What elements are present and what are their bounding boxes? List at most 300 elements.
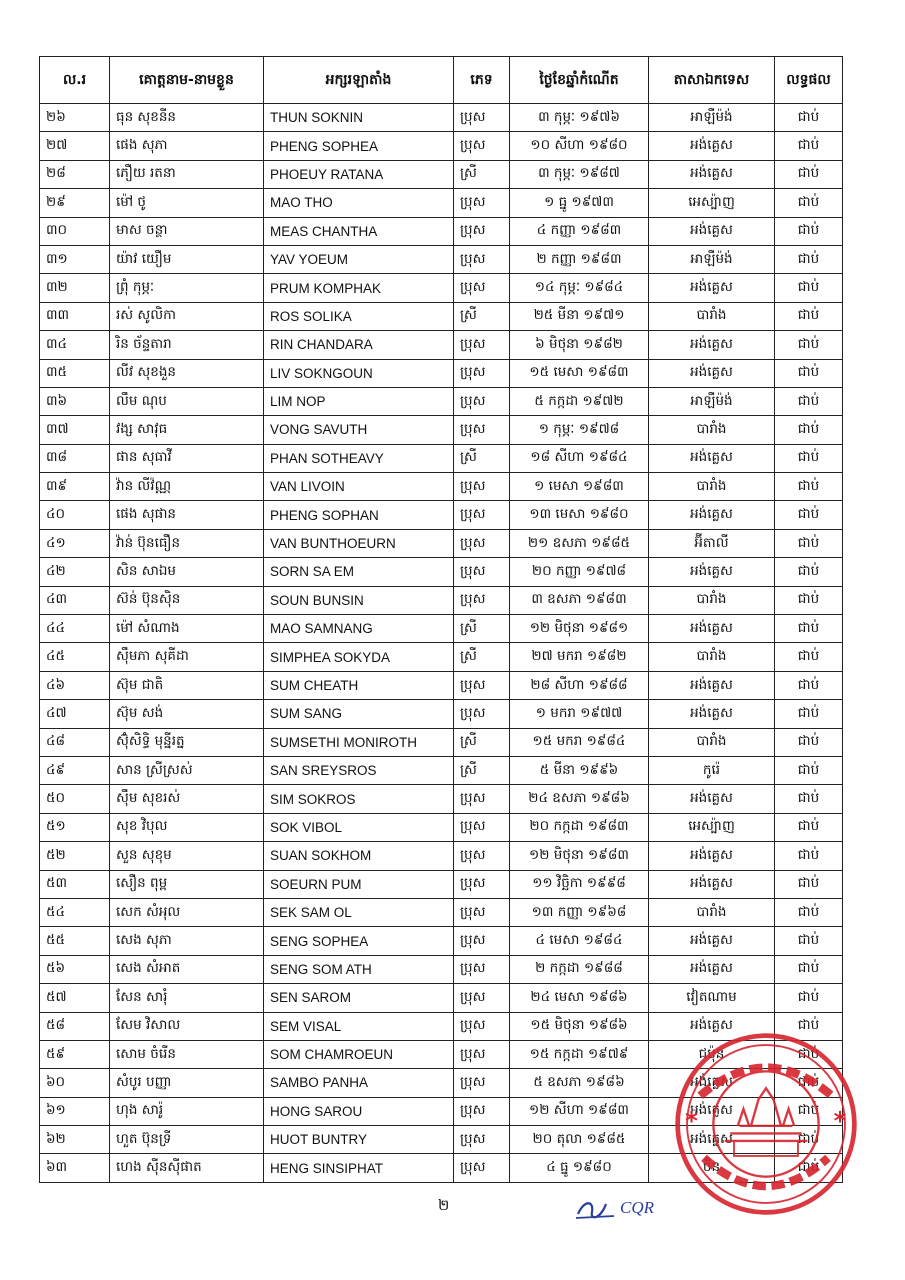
latin-name-cell: SOEURN PUM: [264, 870, 454, 898]
gender-cell: ប្រុស: [454, 217, 510, 245]
language-specialty-cell: អង់គ្លេស: [649, 444, 775, 472]
row-number-cell: ៤៧: [40, 700, 110, 728]
result-cell: ជាប់: [775, 1040, 843, 1068]
svg-text:*: *: [685, 1106, 698, 1136]
language-specialty-cell: ជប៉ុន: [649, 1040, 775, 1068]
language-specialty-cell: អង់គ្លេស: [649, 558, 775, 586]
khmer-name-cell: សំបូរ បញ្ញា: [110, 1069, 264, 1097]
result-cell: ជាប់: [775, 955, 843, 983]
khmer-name-cell: សេង សុភា: [110, 927, 264, 955]
row-number-cell: ៥៥: [40, 927, 110, 955]
gender-cell: ប្រុស: [454, 984, 510, 1012]
khmer-name-cell: ម៉ៅ សំណាង: [110, 615, 264, 643]
row-number-cell: ៤៥: [40, 643, 110, 671]
language-specialty-cell: អង់គ្លេស: [649, 700, 775, 728]
date-of-birth-cell: ១៥ កក្កដា ១៩៧៩: [510, 1040, 649, 1068]
date-of-birth-cell: ៤ ធ្នូ ១៩៨០: [510, 1154, 649, 1182]
gender-cell: ប្រុស: [454, 274, 510, 302]
gender-cell: ប្រុស: [454, 955, 510, 983]
result-cell: ជាប់: [775, 813, 843, 841]
date-of-birth-cell: ៤ កញ្ញា ១៩៨៣: [510, 217, 649, 245]
date-of-birth-cell: ២១ ឧសភា ១៩៨៥: [510, 529, 649, 557]
result-cell: ជាប់: [775, 984, 843, 1012]
language-specialty-cell: អង់គ្លេស: [649, 501, 775, 529]
latin-name-cell: HENG SINSIPHAT: [264, 1154, 454, 1182]
table-row: [40, 870, 843, 898]
language-specialty-cell: វៀតណាម: [649, 984, 775, 1012]
row-number-cell: ៤១: [40, 529, 110, 557]
gender-cell: ប្រុស: [454, 1069, 510, 1097]
result-cell: ជាប់: [775, 529, 843, 557]
table-row: [40, 756, 843, 784]
result-cell: ជាប់: [775, 1154, 843, 1182]
language-specialty-cell: អង់គ្លេស: [649, 359, 775, 387]
date-of-birth-cell: ៤ មេសា ១៩៨៤: [510, 927, 649, 955]
language-specialty-cell: អង់គ្លេស: [649, 132, 775, 160]
language-specialty-cell: បារាំង: [649, 473, 775, 501]
khmer-name-cell: ហេង ស៊ីនស៊ីផាត: [110, 1154, 264, 1182]
date-of-birth-cell: ១ ធ្នូ ១៩៧៣: [510, 189, 649, 217]
latin-name-cell: SAMBO PANHA: [264, 1069, 454, 1097]
gender-cell: ស្រី: [454, 160, 510, 188]
latin-name-cell: SUMSETHI MONIROTH: [264, 728, 454, 756]
khmer-name-cell: សិន សាឯម: [110, 558, 264, 586]
result-cell: ជាប់: [775, 132, 843, 160]
language-specialty-cell: បារាំង: [649, 302, 775, 330]
gender-cell: ប្រុស: [454, 189, 510, 217]
latin-name-cell: HUOT BUNTRY: [264, 1126, 454, 1154]
gender-cell: ស្រី: [454, 728, 510, 756]
latin-name-cell: SUAN SOKHOM: [264, 842, 454, 870]
result-cell: ជាប់: [775, 586, 843, 614]
language-specialty-cell: ចិន: [649, 1154, 775, 1182]
result-cell: ជាប់: [775, 189, 843, 217]
gender-cell: ស្រី: [454, 643, 510, 671]
row-number-cell: ៥២: [40, 842, 110, 870]
row-number-cell: ៣០: [40, 217, 110, 245]
date-of-birth-cell: ១២ មិថុនា ១៩៨៣: [510, 842, 649, 870]
latin-name-cell: SUM SANG: [264, 700, 454, 728]
date-of-birth-cell: ១២ សីហា ១៩៨៣: [510, 1097, 649, 1125]
language-specialty-cell: អង់គ្លេស: [649, 927, 775, 955]
table-row: [40, 671, 843, 699]
table-row: [40, 984, 843, 1012]
date-of-birth-cell: ៣ ឧសភា ១៩៨៣: [510, 586, 649, 614]
gender-cell: ប្រុស: [454, 529, 510, 557]
gender-cell: ប្រុស: [454, 104, 510, 132]
latin-name-cell: VONG SAVUTH: [264, 416, 454, 444]
date-of-birth-cell: ២០ កក្កដា ១៩៨៣: [510, 813, 649, 841]
row-number-cell: ៤៤: [40, 615, 110, 643]
date-of-birth-cell: ១៥ មិថុនា ១៩៨៦: [510, 1012, 649, 1040]
row-number-cell: ៥៤: [40, 898, 110, 926]
date-of-birth-cell: ៣ កុម្ភៈ ១៩៧៦: [510, 104, 649, 132]
khmer-name-cell: រិន ច័ន្ទតារា: [110, 331, 264, 359]
latin-name-cell: SAN SREYSROS: [264, 756, 454, 784]
latin-name-cell: SOM CHAMROEUN: [264, 1040, 454, 1068]
gender-cell: ប្រុស: [454, 842, 510, 870]
row-number-cell: ៤៣: [40, 586, 110, 614]
svg-text:CQR: CQR: [620, 1198, 654, 1217]
date-of-birth-cell: ៦ មិថុនា ១៩៨២: [510, 331, 649, 359]
gender-cell: ប្រុស: [454, 132, 510, 160]
table-row: [40, 245, 843, 273]
khmer-name-cell: មាស ចន្ថា: [110, 217, 264, 245]
gender-cell: ប្រុស: [454, 586, 510, 614]
khmer-name-cell: សេក សំអុល: [110, 898, 264, 926]
khmer-name-cell: សែម វិសាល: [110, 1012, 264, 1040]
latin-name-cell: MAO SAMNANG: [264, 615, 454, 643]
header-number: ល.រ: [40, 57, 110, 104]
language-specialty-cell: បារាំង: [649, 586, 775, 614]
table-row: [40, 842, 843, 870]
khmer-name-cell: ភឿយ រតនា: [110, 160, 264, 188]
latin-name-cell: SIMPHEA SOKYDA: [264, 643, 454, 671]
result-cell: ជាប់: [775, 1069, 843, 1097]
khmer-name-cell: ស៊ន់ ប៊ុនស៊ិន: [110, 586, 264, 614]
date-of-birth-cell: ១៣ មេសា ១៩៨០: [510, 501, 649, 529]
khmer-name-cell: ហុង សារ៉ូ: [110, 1097, 264, 1125]
table-row: [40, 132, 843, 160]
table-row: [40, 785, 843, 813]
date-of-birth-cell: ១៣ កញ្ញា ១៩៦៨: [510, 898, 649, 926]
row-number-cell: ៦០: [40, 1069, 110, 1097]
language-specialty-cell: បារាំង: [649, 416, 775, 444]
row-number-cell: ២៩: [40, 189, 110, 217]
result-cell: ជាប់: [775, 700, 843, 728]
row-number-cell: ៤៩: [40, 756, 110, 784]
table-row: [40, 331, 843, 359]
result-cell: ជាប់: [775, 1126, 843, 1154]
date-of-birth-cell: ២៤ ឧសភា ១៩៨៦: [510, 785, 649, 813]
date-of-birth-cell: ២០ តុលា ១៩៨៥: [510, 1126, 649, 1154]
result-cell: ជាប់: [775, 927, 843, 955]
date-of-birth-cell: ១១ វិច្ឆិកា ១៩៩៨: [510, 870, 649, 898]
gender-cell: ប្រុស: [454, 700, 510, 728]
row-number-cell: ៣៤: [40, 331, 110, 359]
result-cell: ជាប់: [775, 1097, 843, 1125]
page-number: ២: [438, 1196, 450, 1214]
header-language-specialty: តាសាឯកទេស: [649, 57, 775, 104]
latin-name-cell: SEN SAROM: [264, 984, 454, 1012]
language-specialty-cell: អង់គ្លេស: [649, 160, 775, 188]
row-number-cell: ៥៧: [40, 984, 110, 1012]
row-number-cell: ៦២: [40, 1126, 110, 1154]
row-number-cell: ៤២: [40, 558, 110, 586]
result-cell: ជាប់: [775, 331, 843, 359]
language-specialty-cell: អេស្ប៉ាញ: [649, 189, 775, 217]
date-of-birth-cell: ១០ សីហា ១៩៨០: [510, 132, 649, 160]
gender-cell: ប្រុស: [454, 387, 510, 415]
official-seal-stamp: [672, 1030, 860, 1218]
khmer-name-cell: ធុន សុខនីន: [110, 104, 264, 132]
language-specialty-cell: អង់គ្លេស: [649, 870, 775, 898]
language-specialty-cell: អង់គ្លេស: [649, 1012, 775, 1040]
table-row: [40, 501, 843, 529]
table-row: [40, 217, 843, 245]
candidate-results-table: [39, 56, 843, 1183]
table-body: [40, 104, 843, 1183]
row-number-cell: ២៨: [40, 160, 110, 188]
khmer-name-cell: ព្រុំ កុម្ភៈ: [110, 274, 264, 302]
date-of-birth-cell: ២០ កញ្ញា ១៩៧៨: [510, 558, 649, 586]
gender-cell: ស្រី: [454, 444, 510, 472]
table-row: [40, 586, 843, 614]
row-number-cell: ២៧: [40, 132, 110, 160]
table-row: [40, 189, 843, 217]
date-of-birth-cell: ២៧ មករា ១៩៨២: [510, 643, 649, 671]
khmer-name-cell: លីវ សុខងួន: [110, 359, 264, 387]
latin-name-cell: PHAN SOTHEAVY: [264, 444, 454, 472]
table-row: [40, 643, 843, 671]
row-number-cell: ៣៧: [40, 416, 110, 444]
gender-cell: ប្រុស: [454, 1040, 510, 1068]
khmer-name-cell: សុខ វិបុល: [110, 813, 264, 841]
result-cell: ជាប់: [775, 643, 843, 671]
row-number-cell: ៥០: [40, 785, 110, 813]
language-specialty-cell: អេស្ប៉ាញ: [649, 813, 775, 841]
khmer-name-cell: សោម ចំរើន: [110, 1040, 264, 1068]
row-number-cell: ៣៦: [40, 387, 110, 415]
date-of-birth-cell: ១៤ កុម្ភៈ ១៩៨៤: [510, 274, 649, 302]
khmer-name-cell: ស៊ុំសិទ្ធិ មុន្នីរត្ន: [110, 728, 264, 756]
khmer-name-cell: យ៉ាវ យឿម: [110, 245, 264, 273]
latin-name-cell: RIN CHANDARA: [264, 331, 454, 359]
date-of-birth-cell: ១ មករា ១៩៧៧: [510, 700, 649, 728]
row-number-cell: ៦១: [40, 1097, 110, 1125]
latin-name-cell: SOUN BUNSIN: [264, 586, 454, 614]
table-row: [40, 274, 843, 302]
row-number-cell: ៤៦: [40, 671, 110, 699]
gender-cell: ប្រុស: [454, 501, 510, 529]
khmer-name-cell: រស់ សូលិកា: [110, 302, 264, 330]
language-specialty-cell: បារាំង: [649, 898, 775, 926]
latin-name-cell: VAN BUNTHOEURN: [264, 529, 454, 557]
date-of-birth-cell: ២ កក្កដា ១៩៨៨: [510, 955, 649, 983]
result-cell: ជាប់: [775, 870, 843, 898]
table-row: [40, 160, 843, 188]
language-specialty-cell: អង់គ្លេស: [649, 331, 775, 359]
gender-cell: ប្រុស: [454, 331, 510, 359]
result-cell: ជាប់: [775, 359, 843, 387]
result-cell: ជាប់: [775, 558, 843, 586]
gender-cell: ប្រុស: [454, 359, 510, 387]
table-header-row: [40, 57, 843, 104]
khmer-name-cell: ស៊ុម ជាតិ: [110, 671, 264, 699]
row-number-cell: ៥១: [40, 813, 110, 841]
latin-name-cell: ROS SOLIKA: [264, 302, 454, 330]
latin-name-cell: SUM CHEATH: [264, 671, 454, 699]
language-specialty-cell: អង់គ្លេស: [649, 274, 775, 302]
khmer-name-cell: ផេង សុភា: [110, 132, 264, 160]
result-cell: ជាប់: [775, 728, 843, 756]
language-specialty-cell: បារាំង: [649, 728, 775, 756]
latin-name-cell: HONG SAROU: [264, 1097, 454, 1125]
khmer-name-cell: សួន សុខុម: [110, 842, 264, 870]
row-number-cell: ៣៨: [40, 444, 110, 472]
date-of-birth-cell: ១៥ មករា ១៩៨៤: [510, 728, 649, 756]
header-khmer-name: គោត្តនាម-នាមខ្លួន: [110, 57, 264, 104]
table-row: [40, 104, 843, 132]
date-of-birth-cell: ៥ មីនា ១៩៩៦: [510, 756, 649, 784]
gender-cell: ប្រុស: [454, 671, 510, 699]
latin-name-cell: SEK SAM OL: [264, 898, 454, 926]
result-cell: ជាប់: [775, 898, 843, 926]
latin-name-cell: SIM SOKROS: [264, 785, 454, 813]
khmer-name-cell: ស៊ុម សង់: [110, 700, 264, 728]
latin-name-cell: PHENG SOPHEA: [264, 132, 454, 160]
result-cell: ជាប់: [775, 416, 843, 444]
date-of-birth-cell: ១ មេសា ១៩៨៣: [510, 473, 649, 501]
row-number-cell: ៣៥: [40, 359, 110, 387]
khmer-name-cell: ហួត ប៊ុនទ្រី: [110, 1126, 264, 1154]
latin-name-cell: MEAS CHANTHA: [264, 217, 454, 245]
language-specialty-cell: អង់គ្លេស: [649, 615, 775, 643]
result-cell: ជាប់: [775, 615, 843, 643]
language-specialty-cell: អង់គ្លេស: [649, 955, 775, 983]
result-cell: ជាប់: [775, 842, 843, 870]
khmer-name-cell: ស៊ឹម សុខរស់: [110, 785, 264, 813]
gender-cell: ប្រុស: [454, 927, 510, 955]
table-row: [40, 359, 843, 387]
gender-cell: ប្រុស: [454, 1126, 510, 1154]
khmer-name-cell: វង្ស សាវុធ: [110, 416, 264, 444]
date-of-birth-cell: ២៨ សីហា ១៩៨៨: [510, 671, 649, 699]
gender-cell: ប្រុស: [454, 245, 510, 273]
gender-cell: ប្រុស: [454, 1012, 510, 1040]
language-specialty-cell: អង់គ្លេស: [649, 1069, 775, 1097]
table-row: [40, 728, 843, 756]
khmer-name-cell: ផាន សុធាវី: [110, 444, 264, 472]
table-row: [40, 473, 843, 501]
date-of-birth-cell: ១២ មិថុនា ១៩៨១: [510, 615, 649, 643]
header-gender: ភេទ: [454, 57, 510, 104]
latin-name-cell: LIM NOP: [264, 387, 454, 415]
result-cell: ជាប់: [775, 473, 843, 501]
language-specialty-cell: អ៊ីតាលី: [649, 529, 775, 557]
header-date-of-birth: ថ្ងៃខែឆ្នាំកំណើត: [510, 57, 649, 104]
table-row: [40, 927, 843, 955]
result-cell: ជាប់: [775, 501, 843, 529]
gender-cell: ប្រុស: [454, 813, 510, 841]
language-specialty-cell: អង់គ្លេស: [649, 785, 775, 813]
table-row: [40, 615, 843, 643]
result-cell: ជាប់: [775, 387, 843, 415]
latin-name-cell: MAO THO: [264, 189, 454, 217]
row-number-cell: ៦៣: [40, 1154, 110, 1182]
result-cell: ជាប់: [775, 444, 843, 472]
khmer-name-cell: សាន ស្រីស្រស់: [110, 756, 264, 784]
header-latin-name: អក្សរឡាតាំង: [264, 57, 454, 104]
result-cell: ជាប់: [775, 160, 843, 188]
language-specialty-cell: អង់គ្លេស: [649, 842, 775, 870]
header-result: លទ្ធផល: [775, 57, 843, 104]
row-number-cell: ៣២: [40, 274, 110, 302]
row-number-cell: ៥៦: [40, 955, 110, 983]
language-specialty-cell: អង់គ្លេស: [649, 671, 775, 699]
latin-name-cell: LIV SOKNGOUN: [264, 359, 454, 387]
result-cell: ជាប់: [775, 1012, 843, 1040]
gender-cell: ប្រុស: [454, 416, 510, 444]
khmer-name-cell: ម៉ៅ ថូ: [110, 189, 264, 217]
signature-mark: [570, 1190, 680, 1224]
language-specialty-cell: បារាំង: [649, 643, 775, 671]
gender-cell: ប្រុស: [454, 558, 510, 586]
row-number-cell: ៤៨: [40, 728, 110, 756]
gender-cell: ស្រី: [454, 615, 510, 643]
gender-cell: ស្រី: [454, 756, 510, 784]
table-row: [40, 700, 843, 728]
row-number-cell: ៣១: [40, 245, 110, 273]
result-cell: ជាប់: [775, 245, 843, 273]
latin-name-cell: VAN LIVOIN: [264, 473, 454, 501]
date-of-birth-cell: ៥ កក្កដា ១៩៧២: [510, 387, 649, 415]
latin-name-cell: SORN SA EM: [264, 558, 454, 586]
result-cell: ជាប់: [775, 302, 843, 330]
khmer-name-cell: សេង សំអាត: [110, 955, 264, 983]
gender-cell: ប្រុស: [454, 1154, 510, 1182]
language-specialty-cell: អាឡឺម៉ង់: [649, 104, 775, 132]
khmer-name-cell: វ៉ាន លីវ៉ណ្ណ: [110, 473, 264, 501]
table-row: [40, 529, 843, 557]
gender-cell: ប្រុស: [454, 473, 510, 501]
row-number-cell: ៥៩: [40, 1040, 110, 1068]
khmer-name-cell: ផេង សុផាន: [110, 501, 264, 529]
svg-text:*: *: [833, 1106, 847, 1136]
result-cell: ជាប់: [775, 104, 843, 132]
gender-cell: ស្រី: [454, 302, 510, 330]
latin-name-cell: PHENG SOPHAN: [264, 501, 454, 529]
latin-name-cell: THUN SOKNIN: [264, 104, 454, 132]
table-row: [40, 302, 843, 330]
language-specialty-cell: អាឡឺម៉ង់: [649, 245, 775, 273]
language-specialty-cell: អង់គ្លេស: [649, 1126, 775, 1154]
language-specialty-cell: អង់គ្លេស: [649, 217, 775, 245]
date-of-birth-cell: ២៤ មេសា ១៩៨៦: [510, 984, 649, 1012]
table-row: [40, 898, 843, 926]
khmer-name-cell: សែន សារុំ: [110, 984, 264, 1012]
table-row: [40, 813, 843, 841]
gender-cell: ប្រុស: [454, 1097, 510, 1125]
language-specialty-cell: អង់គ្លេស: [649, 1097, 775, 1125]
date-of-birth-cell: ១៨ សីហា ១៩៨៤: [510, 444, 649, 472]
gender-cell: ប្រុស: [454, 898, 510, 926]
table-row: [40, 558, 843, 586]
language-specialty-cell: កូរ៉េ: [649, 756, 775, 784]
khmer-name-cell: វ៉ាន់ ប៊ុនធឿន: [110, 529, 264, 557]
latin-name-cell: SENG SOPHEA: [264, 927, 454, 955]
latin-name-cell: SEM VISAL: [264, 1012, 454, 1040]
latin-name-cell: YAV YOEUM: [264, 245, 454, 273]
row-number-cell: ២៦: [40, 104, 110, 132]
language-specialty-cell: អាឡឺម៉ង់: [649, 387, 775, 415]
row-number-cell: ៣៩: [40, 473, 110, 501]
table-row: [40, 416, 843, 444]
khmer-name-cell: ស៊ឹមភា សុគីដា: [110, 643, 264, 671]
latin-name-cell: SOK VIBOL: [264, 813, 454, 841]
row-number-cell: ៤០: [40, 501, 110, 529]
table-row: [40, 387, 843, 415]
date-of-birth-cell: ១៥ មេសា ១៩៨៣: [510, 359, 649, 387]
date-of-birth-cell: ៣ កុម្ភៈ ១៩៨៧: [510, 160, 649, 188]
khmer-name-cell: លឹម ណុប: [110, 387, 264, 415]
latin-name-cell: SENG SOM ATH: [264, 955, 454, 983]
gender-cell: ប្រុស: [454, 870, 510, 898]
row-number-cell: ៥៣: [40, 870, 110, 898]
table-row: [40, 444, 843, 472]
latin-name-cell: PHOEUY RATANA: [264, 160, 454, 188]
date-of-birth-cell: ២ កញ្ញា ១៩៨៣: [510, 245, 649, 273]
